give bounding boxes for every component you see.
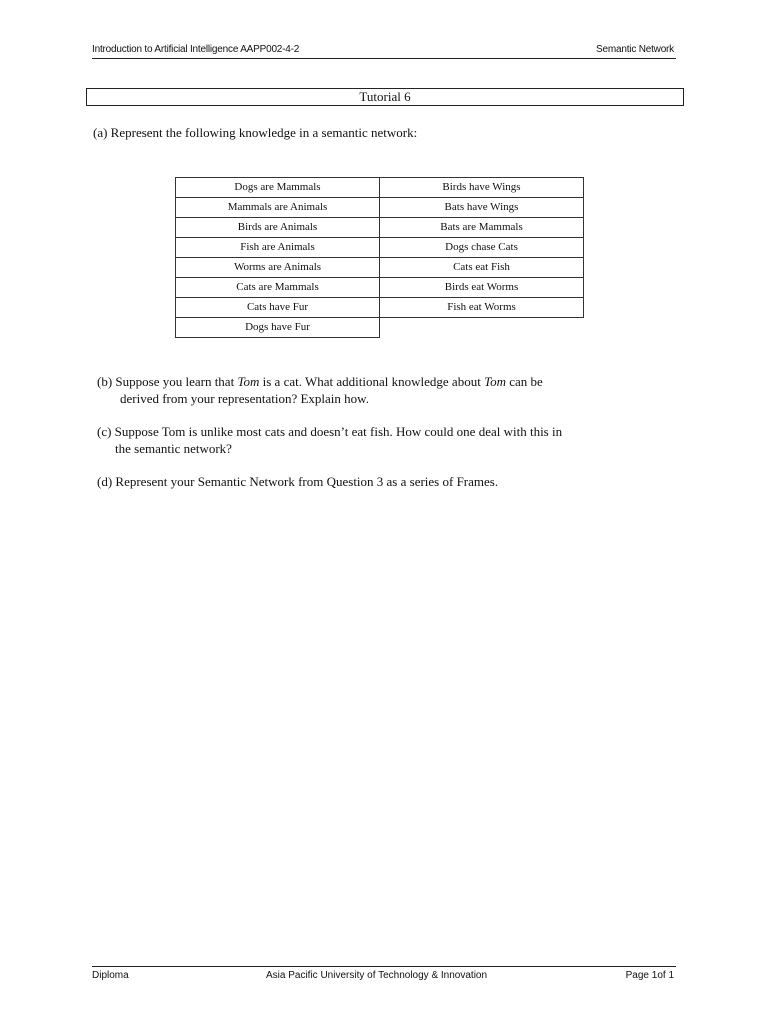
question-a: (a) Represent the following knowledge in a semantic network: (93, 125, 418, 140)
table-row (176, 298, 584, 318)
table-cell: Worms are Animals (176, 258, 380, 278)
tutorial-title: Tutorial 6 (86, 88, 684, 106)
tom-name: Tom (237, 374, 260, 389)
table-row (176, 238, 584, 258)
question-d: (d) Represent your Semantic Network from Question 3 as a series of Frames. (97, 474, 499, 489)
table-cell: Cats have Fur (176, 298, 380, 318)
table-cell: Dogs are Mammals (176, 178, 380, 198)
table-cell: Bats have Wings (380, 198, 584, 218)
table-row (176, 278, 584, 298)
table-cell: Cats are Mammals (176, 278, 380, 298)
table-cell: Fish are Animals (176, 238, 380, 258)
question-b-text: is a cat. What additional knowledge about (259, 374, 485, 389)
question-b-line2: derived from your representation? Explain how. (120, 391, 369, 406)
footer-institution: Asia Pacific University of Technology & Innovation (266, 970, 488, 981)
question-b-text: can be (506, 374, 543, 389)
table-row (176, 258, 584, 278)
question-c-line2: the semantic network? (115, 441, 232, 456)
page-footer (92, 966, 676, 983)
knowledge-table (175, 177, 584, 338)
question-c-line1: (c) Suppose Tom is unlike most cats and doesn’t eat fish. How could one deal with this in (97, 424, 563, 439)
table-row (176, 318, 584, 338)
question-b-text: (b) Suppose you learn that (97, 374, 238, 389)
table-cell: Birds are Animals (176, 218, 380, 238)
table-cell: Bats are Mammals (380, 218, 584, 238)
table-row (176, 178, 584, 198)
topic-label: Semantic Network (596, 44, 674, 55)
table-cell: Dogs have Fur (176, 318, 380, 338)
question-c (97, 423, 677, 457)
table-cell: Dogs chase Cats (380, 238, 584, 258)
table-cell-empty (380, 318, 584, 338)
table-row (176, 218, 584, 238)
footer-program: Diploma (92, 970, 129, 981)
table-cell: Cats eat Fish (380, 258, 584, 278)
table-cell: Birds have Wings (380, 178, 584, 198)
question-b (97, 373, 677, 407)
table-row (176, 198, 584, 218)
tom-name: Tom (484, 374, 506, 389)
page-header (92, 42, 676, 59)
table-cell: Fish eat Worms (380, 298, 584, 318)
table-cell: Birds eat Worms (380, 278, 584, 298)
course-title: Introduction to Artificial Intelligence AAPP002-4-2 (92, 44, 300, 55)
page-number: Page 1of 1 (625, 970, 674, 981)
table-cell: Mammals are Animals (176, 198, 380, 218)
